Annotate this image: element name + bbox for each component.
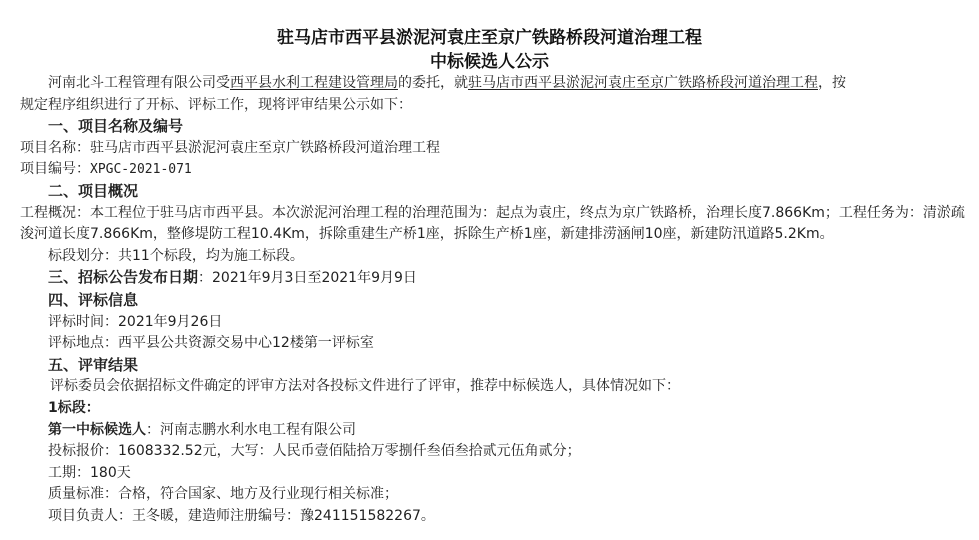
intro-paragraph-cont: 规定程序组织进行了开标、评标工作，现将评审结果公示如下： — [20, 96, 412, 113]
lot-division: 标段划分：共11个标段，均为施工标段。 — [48, 247, 304, 264]
page-title: 驻马店市西平县淤泥河袁庄至京广铁路桥段河道治理工程 — [277, 28, 702, 48]
project-code-label: 项目编号： — [20, 161, 90, 178]
candidate-1-period: 工期：180天 — [48, 464, 131, 481]
lot-1-label: 1标段： — [48, 399, 100, 416]
candidate-1-manager: 项目负责人：王冬暖，建造师注册编号：豫241151582267。 — [48, 507, 435, 524]
evaluation-intro: 评标委员会依据招标文件确定的评审方法对各投标文件进行了评审，推荐中标候选人，具体情况如下： — [50, 378, 680, 395]
agency-name: 河南北斗工程管理有限公司 — [48, 75, 216, 91]
project-name: 项目名称：驻马店市西平县淤泥河袁庄至京广铁路桥段河道治理工程 — [20, 139, 440, 156]
section-3-heading — [20, 267, 968, 290]
page-subtitle: 中标候选人公示 — [430, 52, 549, 72]
project-name-link: 驻马店市西平县淤泥河袁庄至京广铁路桥段河道治理工程 — [468, 75, 818, 91]
section-2-heading: 二、项目概况 — [48, 181, 139, 200]
client-name: 西平县水利工程建设管理局 — [230, 75, 398, 91]
intro-text: 的委托，就 — [398, 75, 468, 91]
evaluation-time: 评标时间：2021年9月26日 — [48, 313, 223, 330]
project-overview: 工程概况：本工程位于驻马店市西平县。本次淤泥河治理工程的治理范围为：起点为袁庄，终点为京广铁路桥，治理长度7.866Km；工程任务为：清淤疏浚河道长度7.866Km，整修堤防工程10.4Km，拆除重建生产桥1座，拆除生产桥1座，新建排涝涵闸10座，新建防汛道路5.2Km。 — [20, 204, 965, 243]
candidate-1 — [20, 420, 968, 442]
intro-text: 受 — [216, 75, 230, 91]
section-5-heading: 五、评审结果 — [48, 355, 139, 374]
document-body — [20, 73, 968, 527]
intro-paragraph — [20, 73, 968, 95]
project-code-value: XPGC-2021-071 — [90, 162, 192, 178]
section-1-heading: 一、项目名称及编号 — [48, 117, 184, 136]
section-3-title: 三、招标公告发布日期 — [48, 268, 199, 287]
evaluation-place: 评标地点：西平县公共资源交易中心12楼第一评标室 — [48, 335, 374, 352]
section-4-heading: 四、评标信息 — [48, 290, 139, 309]
announcement-dates: ：2021年9月3日至2021年9月9日 — [198, 270, 417, 287]
candidate-1-quality: 质量标准：合格，符合国家、地方及行业现行相关标准； — [48, 486, 398, 503]
candidate-1-label: 第一中标候选人 — [48, 421, 146, 438]
intro-text: ，按 — [818, 75, 846, 91]
candidate-1-name: ：河南志鹏水利水电工程有限公司 — [146, 421, 356, 438]
project-code — [20, 159, 968, 181]
candidate-1-price: 投标报价：1608332.52元，大写：人民币壹佰陆拾万零捌仟叁佰叁拾贰元伍角贰分； — [48, 443, 581, 460]
